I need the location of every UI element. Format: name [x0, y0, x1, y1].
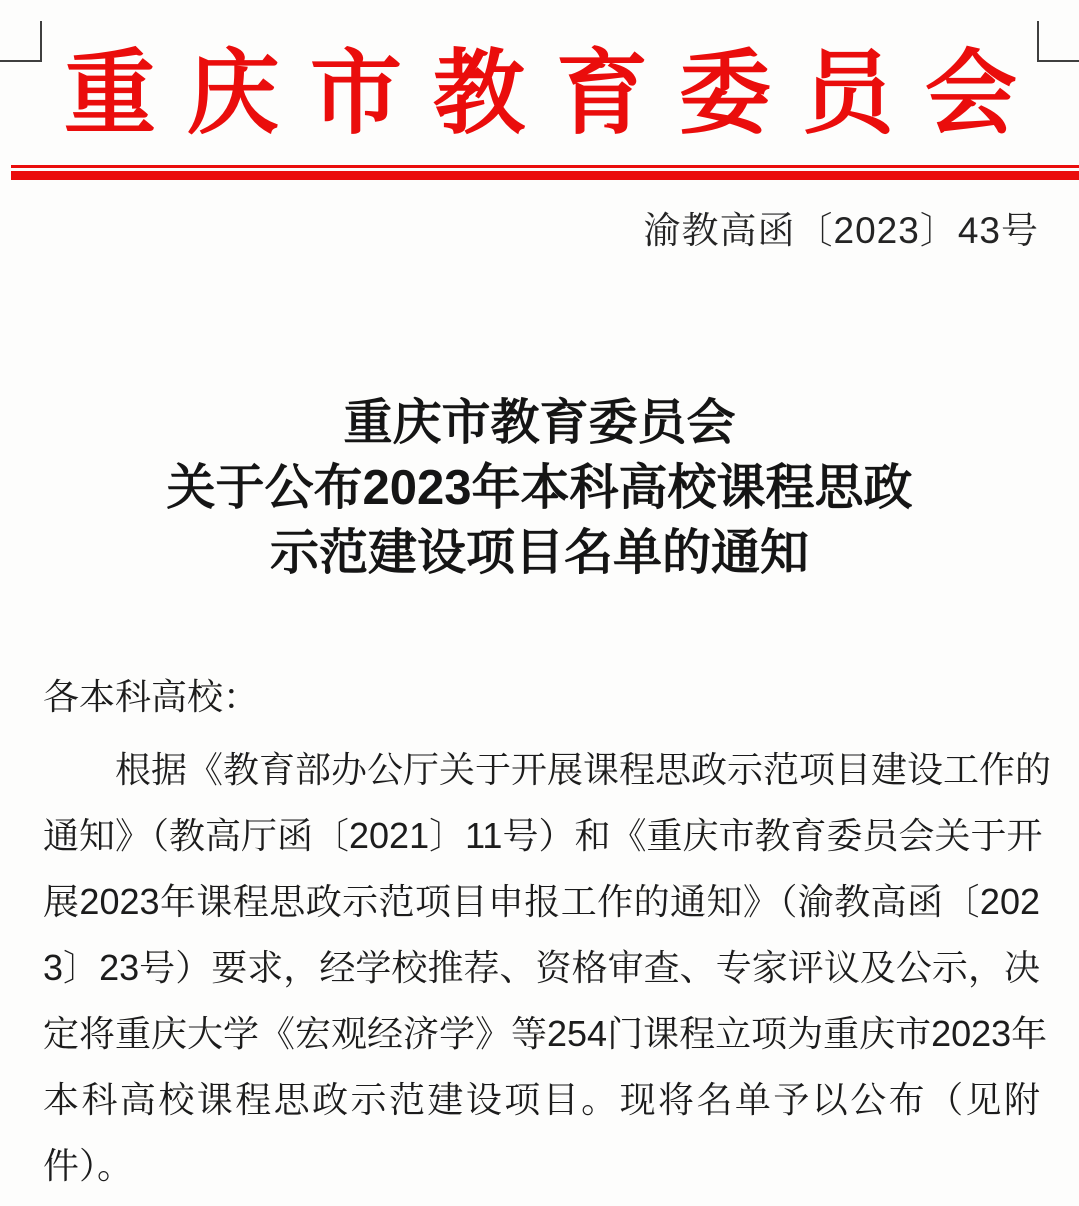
body-line: 展2023年课程思政示范项目申报工作的通知》（渝教高函〔202 — [43, 881, 1040, 922]
masthead-char: 重 — [64, 43, 157, 145]
masthead-char: 庆 — [186, 43, 279, 145]
red-rule-thin-line — [11, 165, 1079, 168]
body-line: 定将重庆大学《宏观经济学》等254门课程立项为重庆市2023年 — [43, 1013, 1048, 1054]
masthead-char: 市 — [309, 43, 402, 145]
masthead-char: 教 — [432, 43, 525, 145]
notice-body — [43, 664, 1052, 1199]
notice-title-line-3: 示范建设项目名单的通知 — [269, 526, 809, 580]
masthead-char: 育 — [555, 43, 648, 145]
body-line: 3〕23号）要求，经学校推荐、资格审查、专家评议及公示，决 — [43, 947, 1040, 988]
body-line: 件）。 — [43, 1145, 134, 1186]
notice-title-line-1: 重庆市教育委员会 — [343, 396, 736, 450]
red-rule-thick-line — [11, 171, 1079, 180]
crop-mark-top-left-icon — [0, 21, 42, 62]
notice-title-line-2: 关于公布2023年本科高校课程思政 — [166, 461, 913, 515]
salutation: 各本科高校： — [43, 676, 260, 717]
masthead-char: 员 — [801, 43, 894, 145]
body-line: 根据《教育部办公厅关于开展课程思政示范项目建设工作的 — [115, 749, 1052, 790]
double-red-rule — [11, 165, 1079, 180]
document-number: 渝教高函〔2023〕43号 — [643, 210, 1039, 251]
body-line: 本科高校课程思政示范建设项目。现将名单予以公布（见附 — [43, 1079, 1040, 1120]
body-line: 通知》（教高厅函〔2021〕11号）和《重庆市教育委员会关于开 — [43, 815, 1043, 856]
agency-masthead — [64, 44, 1017, 144]
notice-title — [0, 391, 1079, 586]
masthead-char: 委 — [678, 43, 771, 145]
masthead-char: 会 — [924, 43, 1017, 145]
crop-mark-top-right-icon — [1037, 21, 1079, 62]
